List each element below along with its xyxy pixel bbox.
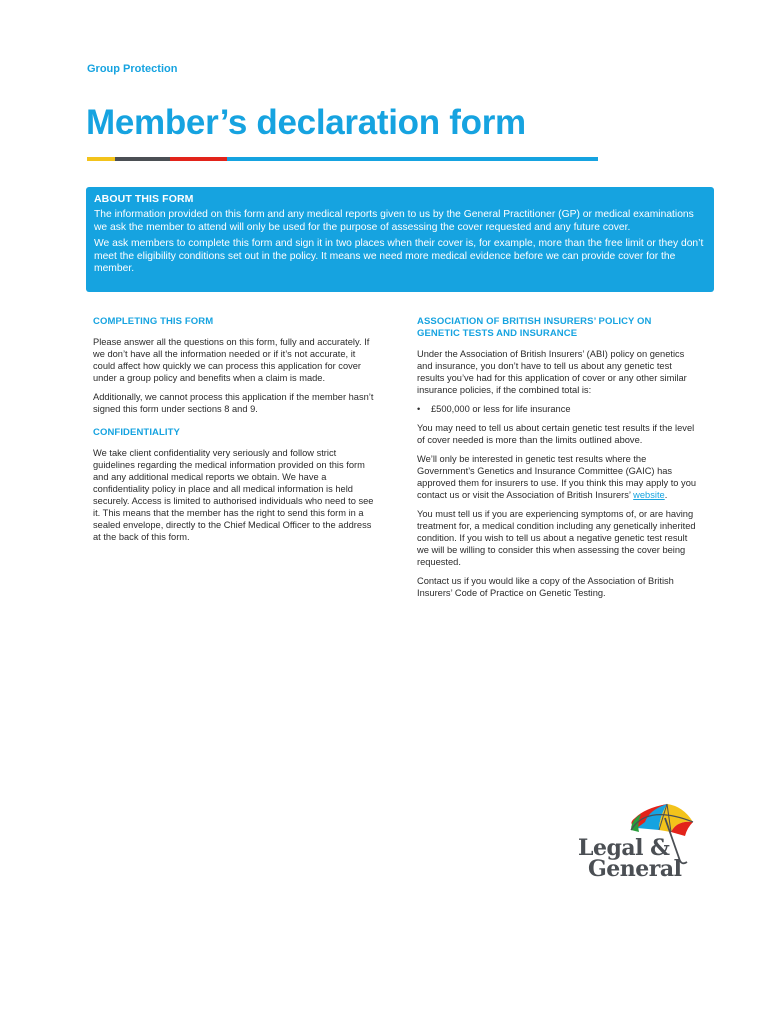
rule-red-segment bbox=[170, 157, 227, 161]
confidentiality-heading: CONFIDENTIALITY bbox=[93, 427, 180, 438]
about-paragraph-1: The information provided on this form and any medical reports given to us by the General Practitioner (GP) or medical examinations we ask the member to attend will only be used for the purpose of assessing the cover requested and any future cover. bbox=[94, 209, 694, 233]
abi-paragraph-3-end: . bbox=[664, 490, 668, 500]
section-kicker: Group Protection bbox=[87, 63, 178, 75]
about-paragraph-2: We ask members to complete this form and sign it in two places when their cover is, for example, more than the free limit or they don’t meet the eligibility conditions set out in the policy. It means we need more medical evidence before we can provide cover for the member. bbox=[94, 238, 704, 275]
bullet-text: £500,000 or less for life insurance bbox=[431, 404, 571, 414]
rule-grey-segment bbox=[115, 157, 170, 161]
completing-paragraph-1: Please answer all the questions on this form, fully and accurately. If we don’t have all the information needed or if it’s not accurate, it could affect how quickly we can process this application for cover under a group policy and benefits when a claim is made. bbox=[93, 337, 370, 383]
list-item bbox=[417, 403, 697, 415]
abi-paragraph-2: You may need to tell us about certain genetic test results if the level of cover needed is more than the limits outlined above. bbox=[417, 423, 695, 445]
abi-paragraph-5: Contact us if you would like a copy of the Association of British Insurers’ Code of Practice on Genetic Testing. bbox=[417, 576, 674, 598]
title-underline bbox=[87, 157, 598, 161]
abi-paragraph-1: Under the Association of British Insurers’ (ABI) policy on genetics and insurance, you don’t have to tell us about any genetic test results you’ve had for this application of cover or any other similar insurance policies, if the combined total is: bbox=[417, 349, 687, 395]
left-column bbox=[93, 316, 378, 550]
logo-line-1: Legal & bbox=[578, 835, 670, 861]
about-this-form-box bbox=[86, 187, 714, 292]
website-link[interactable]: website bbox=[633, 490, 665, 500]
logo-line-2: General bbox=[588, 856, 682, 882]
right-column bbox=[417, 316, 697, 606]
bullet-icon: • bbox=[417, 404, 421, 414]
rule-yellow-segment bbox=[87, 157, 115, 161]
confidentiality-paragraph: We take client confidentiality very seriously and follow strict guidelines regarding the medical information provided on this form and any additional medical reports we obtain. We have a confidentiality policy in place and all medical information is held securely. Access is limited to authorised individuals who need to see it. This means that the member has the right to send this form in a sealed envelope, directly to the Chief Medical Officer to the address at the back of this form. bbox=[93, 448, 374, 542]
about-heading: ABOUT THIS FORM bbox=[94, 193, 194, 205]
abi-paragraph-3 bbox=[417, 453, 697, 501]
abi-policy-heading: ASSOCIATION OF BRITISH INSURERS’ POLICY ON GENETIC TESTS AND INSURANCE bbox=[417, 316, 652, 339]
completing-paragraph-2: Additionally, we cannot process this application if the member hasn’t signed this form under sections 8 and 9. bbox=[93, 392, 374, 414]
abi-paragraph-3-text: We’ll only be interested in genetic test results where the Government’s Genetics and Insurance Committee (GAIC) has approved them for insurers to use. If you think this may apply to you contact us or visit the Association of British Insurers’ bbox=[417, 454, 697, 500]
rule-blue-segment bbox=[227, 157, 598, 161]
page-title: Member’s declaration form bbox=[86, 103, 526, 142]
completing-heading: COMPLETING THIS FORM bbox=[93, 316, 214, 327]
abi-paragraph-4: You must tell us if you are experiencing symptoms of, or are having treatment for, a medical condition including any genetically inherited condition. If you wish to tell us about a negative genetic test result we will be willing to consider this when assessing the cover being requested. bbox=[417, 509, 696, 567]
legal-general-logo bbox=[578, 835, 682, 882]
